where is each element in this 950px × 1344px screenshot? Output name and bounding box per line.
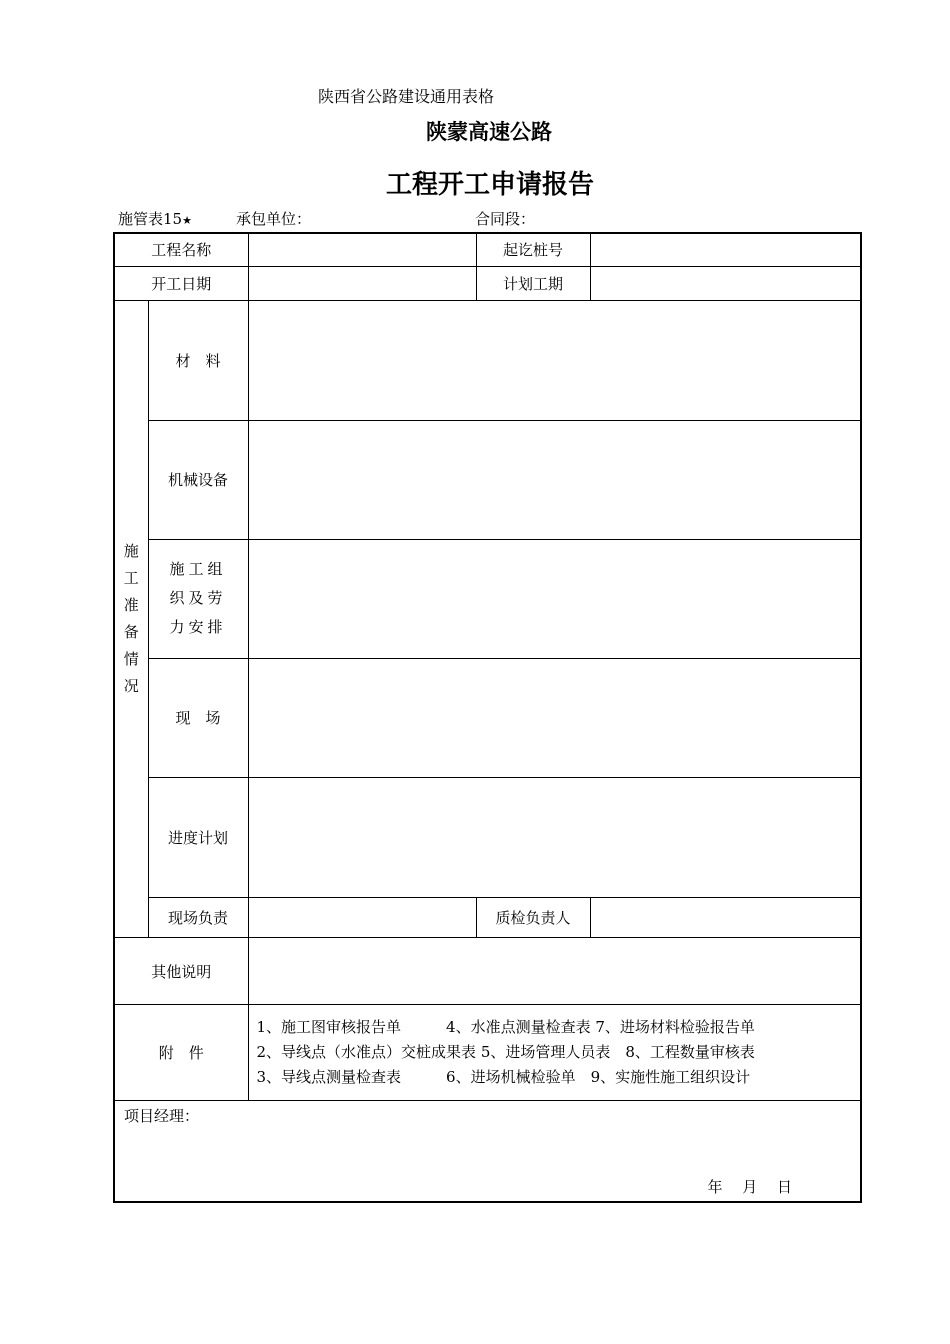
attachment-line: 2、导线点（水准点）交桩成果表 5、进场管理人员表 8、工程数量审核表	[256, 1043, 755, 1062]
materials-value[interactable]	[248, 300, 861, 420]
attachment-line: 1、施工图审核报告单 4、水准点测量检查表 7、进场材料检验报告单	[256, 1018, 755, 1037]
machinery-label: 机械设备	[148, 420, 248, 539]
project-manager-label: 项目经理：	[124, 1107, 200, 1126]
site-manager-value[interactable]	[248, 898, 476, 938]
organization-label: 施工组 织及劳 力安排	[148, 539, 248, 658]
contractor-label: 承包单位：	[236, 210, 312, 228]
planned-duration-label: 计划工期	[476, 266, 590, 300]
site-manager-label: 现场负责	[148, 898, 248, 938]
project-name-value[interactable]	[248, 233, 476, 266]
signature-date: 年 月 日	[707, 1178, 793, 1196]
document-title: 工程开工申请报告	[385, 170, 594, 200]
site-label: 现 场	[148, 658, 248, 777]
project-name-label: 工程名称	[114, 233, 248, 266]
application-form-table	[113, 232, 862, 1203]
materials-label: 材 料	[148, 300, 248, 420]
contract-section-label: 合同段：	[475, 210, 536, 228]
other-notes-label: 其他说明	[114, 938, 248, 1005]
attachments-list	[248, 1005, 861, 1101]
form-number-text: 施管表15	[118, 210, 183, 228]
other-notes-value[interactable]	[248, 938, 861, 1005]
station-range-value[interactable]	[590, 233, 861, 266]
qc-manager-label: 质检负责人	[476, 898, 590, 938]
planned-duration-value[interactable]	[590, 266, 861, 300]
form-number	[118, 208, 192, 229]
form-category: 陕西省公路建设通用表格	[318, 87, 495, 106]
schedule-value[interactable]	[248, 778, 861, 898]
attachments-label: 附 件	[114, 1005, 248, 1101]
project-name-heading: 陕蒙高速公路	[426, 120, 552, 144]
attachment-line: 3、导线点测量检查表 6、进场机械检验单 9、实施性施工组织设计	[256, 1068, 751, 1087]
project-manager-cell[interactable]	[114, 1101, 861, 1202]
station-range-label: 起讫桩号	[476, 233, 590, 266]
star-icon: ★	[182, 214, 192, 227]
start-date-value[interactable]	[248, 266, 476, 300]
schedule-label: 进度计划	[148, 778, 248, 898]
machinery-value[interactable]	[248, 420, 861, 539]
site-value[interactable]	[248, 658, 861, 777]
organization-value[interactable]	[248, 539, 861, 658]
qc-manager-value[interactable]	[590, 898, 861, 938]
start-date-label: 开工日期	[114, 266, 248, 300]
prep-status-label: 施 工 准 备 情 况	[114, 300, 148, 938]
